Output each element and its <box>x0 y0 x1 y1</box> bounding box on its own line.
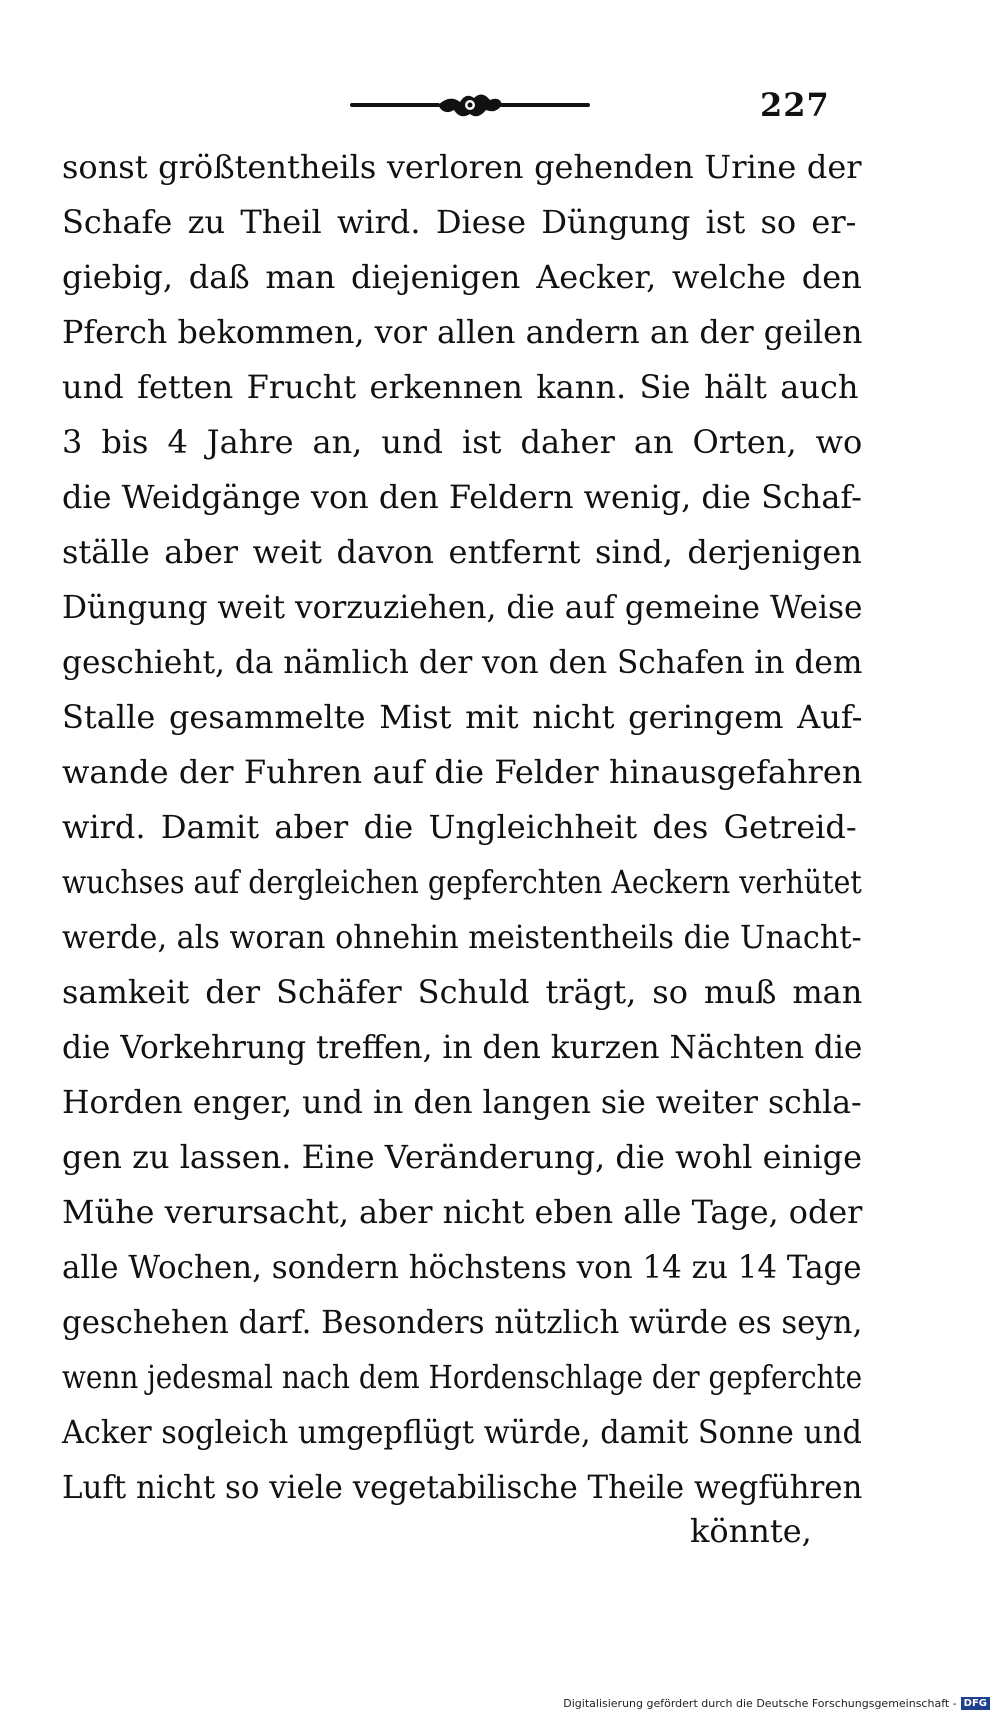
catchword: könnte, <box>690 1512 812 1550</box>
dfg-logo: DFG <box>961 1697 990 1710</box>
text-line: wenn jedesmal nach dem Hordenschlage der gepferchte <box>62 1358 863 1396</box>
text-line: 3 bis 4 Jahre an, und ist daher an Orten, wo <box>62 423 863 461</box>
page-header <box>0 0 1000 140</box>
text-line: wuchses auf dergleichen gepferchten Aeckern verhütet <box>62 863 862 901</box>
footer-text: Digitalisierung gefördert durch die Deutsche Forschungsgemeinschaft - <box>563 1697 957 1710</box>
text-line: Pferch bekommen, vor allen andern an der geilen <box>62 313 863 351</box>
ornament-rule <box>350 88 590 122</box>
digitization-footer <box>563 1697 990 1710</box>
text-line: die Weidgänge von den Feldern wenig, die Schaf- <box>62 478 862 516</box>
text-line: Acker sogleich umgepflügt würde, damit Sonne und <box>62 1413 862 1451</box>
text-line: gen zu lassen. Eine Veränderung, die wohl einige <box>62 1138 862 1176</box>
text-line: Düngung weit vorzuziehen, die auf gemeine Weise <box>62 588 863 626</box>
page-number: 227 <box>760 86 830 124</box>
text-line: Horden enger, und in den langen sie weiter schla- <box>62 1083 862 1121</box>
text-line: Stalle gesammelte Mist mit nicht geringem Auf- <box>62 698 863 736</box>
text-line: ställe aber weit davon entfernt sind, derjenigen <box>62 533 862 571</box>
text-line: Schafe zu Theil wird. Diese Düngung ist so er- <box>62 203 857 241</box>
text-line: geschieht, da nämlich der von den Schafen in dem <box>62 643 863 681</box>
text-line: werde, als woran ohnehin meistentheils die Unacht- <box>62 918 862 956</box>
text-line: Mühe verursacht, aber nicht eben alle Tage, oder <box>62 1193 863 1231</box>
text-line: samkeit der Schäfer Schuld trägt, so muß man <box>62 973 863 1011</box>
text-line: giebig, daß man diejenigen Aecker, welche den <box>62 258 862 296</box>
text-line: alle Wochen, sondern höchstens von 14 zu 14 Tage <box>62 1248 862 1286</box>
text-line: wande der Fuhren auf die Felder hinausgefahren <box>62 753 863 791</box>
text-line: und fetten Frucht erkennen kann. Sie hält auch <box>62 368 859 406</box>
body-text <box>62 140 862 1515</box>
text-line: Luft nicht so viele vegetabilische Theile wegführen <box>62 1468 863 1506</box>
text-line: wird. Damit aber die Ungleichheit des Getreid- <box>62 808 857 846</box>
text-line: geschehen darf. Besonders nützlich würde es seyn, <box>62 1303 863 1341</box>
text-line: die Vorkehrung treffen, in den kurzen Nächten die <box>62 1028 863 1066</box>
text-line: sonst größtentheils verloren gehenden Urine der <box>62 148 862 186</box>
